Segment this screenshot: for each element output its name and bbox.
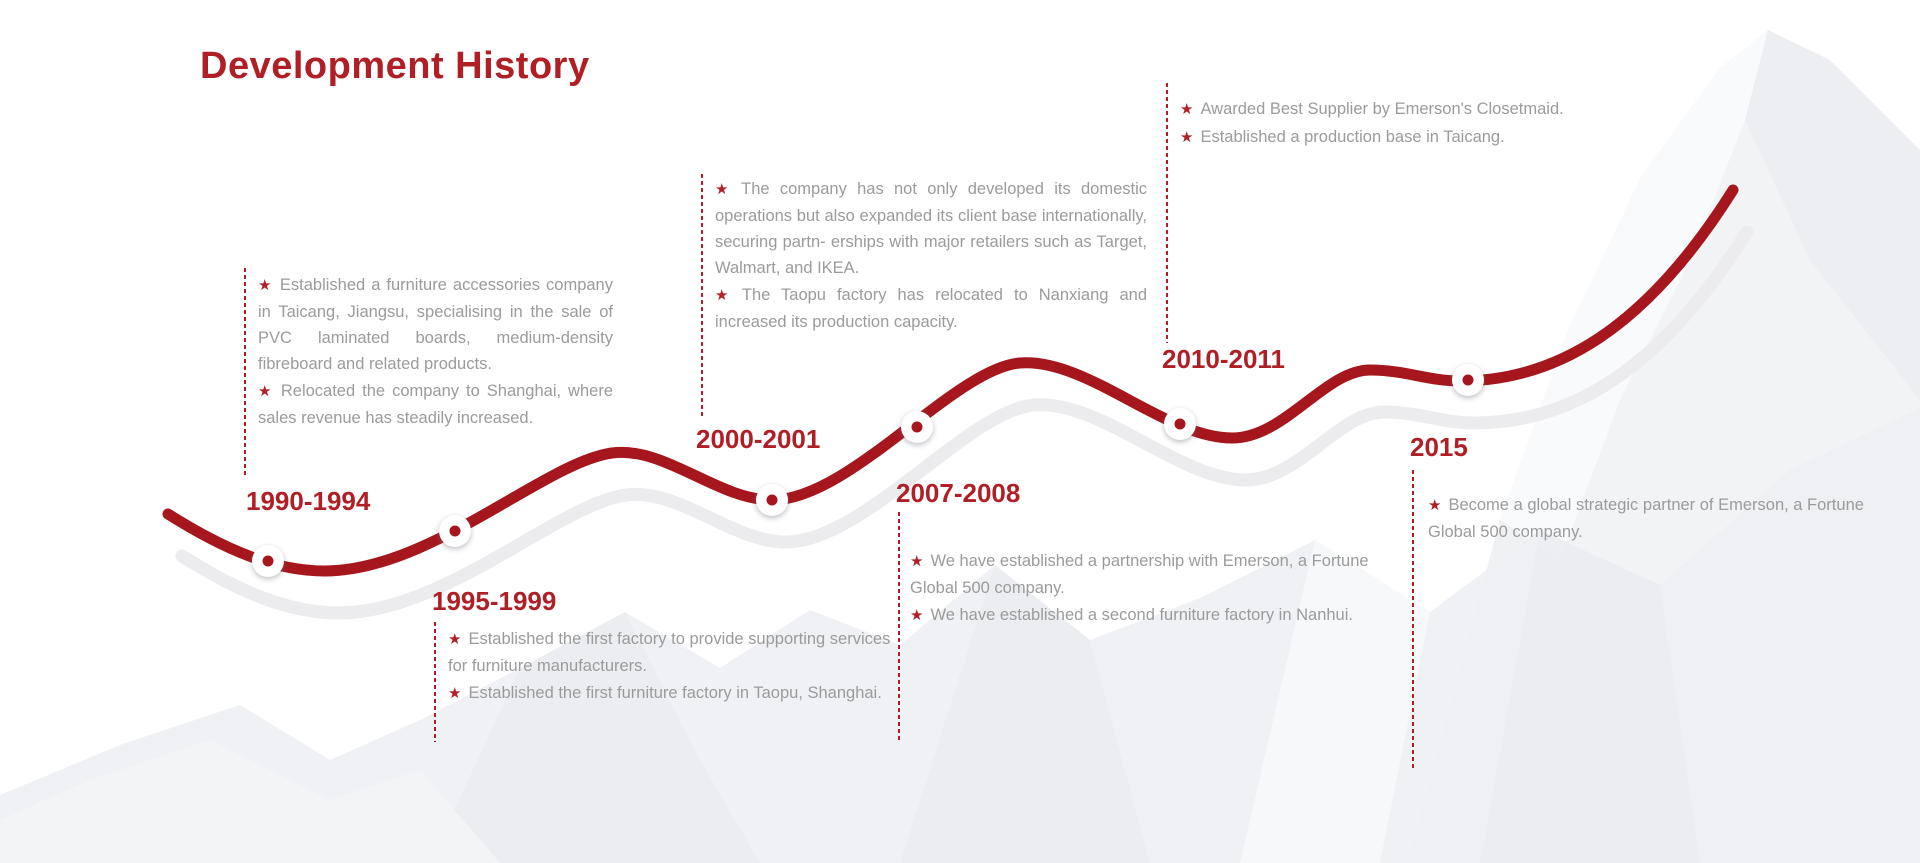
milestone-text bbox=[1428, 492, 1888, 546]
milestone-item-text: Awarded Best Supplier by Emerson's Closetmaid. bbox=[1200, 100, 1564, 118]
milestone-item-text: The Taopu factory has relocated to Nanxiang and increased its production capacity. bbox=[715, 286, 1147, 331]
dotted-connector bbox=[1166, 83, 1168, 343]
milestone-dot-2015 bbox=[1452, 364, 1484, 396]
year-label: 1990-1994 bbox=[246, 486, 371, 516]
milestone-text bbox=[258, 272, 613, 432]
year-label: 1995-1999 bbox=[432, 586, 557, 616]
page-title: Development History bbox=[200, 45, 590, 87]
star-icon: ★ bbox=[715, 181, 735, 198]
dotted-connector bbox=[701, 174, 703, 416]
milestone-dot-2010 bbox=[1164, 408, 1196, 440]
star-icon: ★ bbox=[1180, 129, 1194, 146]
milestone-text bbox=[715, 176, 1147, 336]
milestone-item-text: Relocated the company to Shanghai, where sales revenue has steadily increased. bbox=[258, 382, 614, 427]
year-label: 2015 bbox=[1410, 432, 1468, 462]
star-icon: ★ bbox=[448, 685, 462, 702]
milestone-text bbox=[448, 626, 910, 708]
milestone-item-text: We have established a partnership with Emerson, a Fortune Global 500 company. bbox=[910, 552, 1369, 597]
milestone-item-text: Established the first factory to provide supporting services for furniture manufacturers. bbox=[448, 630, 891, 675]
star-icon: ★ bbox=[258, 383, 274, 400]
milestone-item-text: Become a global strategic partner of Emerson, a Fortune Global 500 company. bbox=[1428, 496, 1864, 541]
dotted-connector bbox=[434, 622, 436, 742]
milestone-item-text: The company has not only developed its domestic operations but also expanded its client base internationally, securing partn- erships with major retailers such as Target, Walmart, and IKEA. bbox=[715, 180, 1147, 277]
star-icon: ★ bbox=[1180, 101, 1194, 118]
star-icon: ★ bbox=[910, 607, 924, 624]
milestone-dot-2007 bbox=[901, 411, 933, 443]
milestone-item-text: We have established a second furniture factory in Nanhui. bbox=[930, 606, 1353, 624]
year-label: 2000-2001 bbox=[696, 424, 821, 454]
milestone-item-text: Established the first furniture factory in Taopu, Shanghai. bbox=[468, 684, 882, 702]
milestone-item-text: Established a furniture accessories company in Taicang, Jiangsu, specialising in the sale of PVC laminated boards, medium-density fibreboard and related products. bbox=[258, 276, 613, 373]
star-icon: ★ bbox=[448, 631, 462, 648]
year-label: 2010-2011 bbox=[1162, 344, 1285, 374]
milestone-dot-2000 bbox=[756, 484, 788, 516]
dotted-connector bbox=[1412, 470, 1414, 770]
dotted-connector bbox=[898, 512, 900, 742]
milestone-dot-1995 bbox=[439, 515, 471, 547]
dotted-connector bbox=[244, 268, 246, 478]
year-label: 2007-2008 bbox=[896, 478, 1021, 508]
star-icon: ★ bbox=[258, 277, 273, 294]
star-icon: ★ bbox=[715, 287, 735, 304]
star-icon: ★ bbox=[910, 553, 924, 570]
milestone-text bbox=[1180, 96, 1600, 152]
milestone-dot-1990 bbox=[252, 545, 284, 577]
star-icon: ★ bbox=[1428, 497, 1442, 514]
milestone-item-text: Established a production base in Taicang. bbox=[1200, 128, 1505, 146]
milestone-text bbox=[910, 548, 1372, 630]
